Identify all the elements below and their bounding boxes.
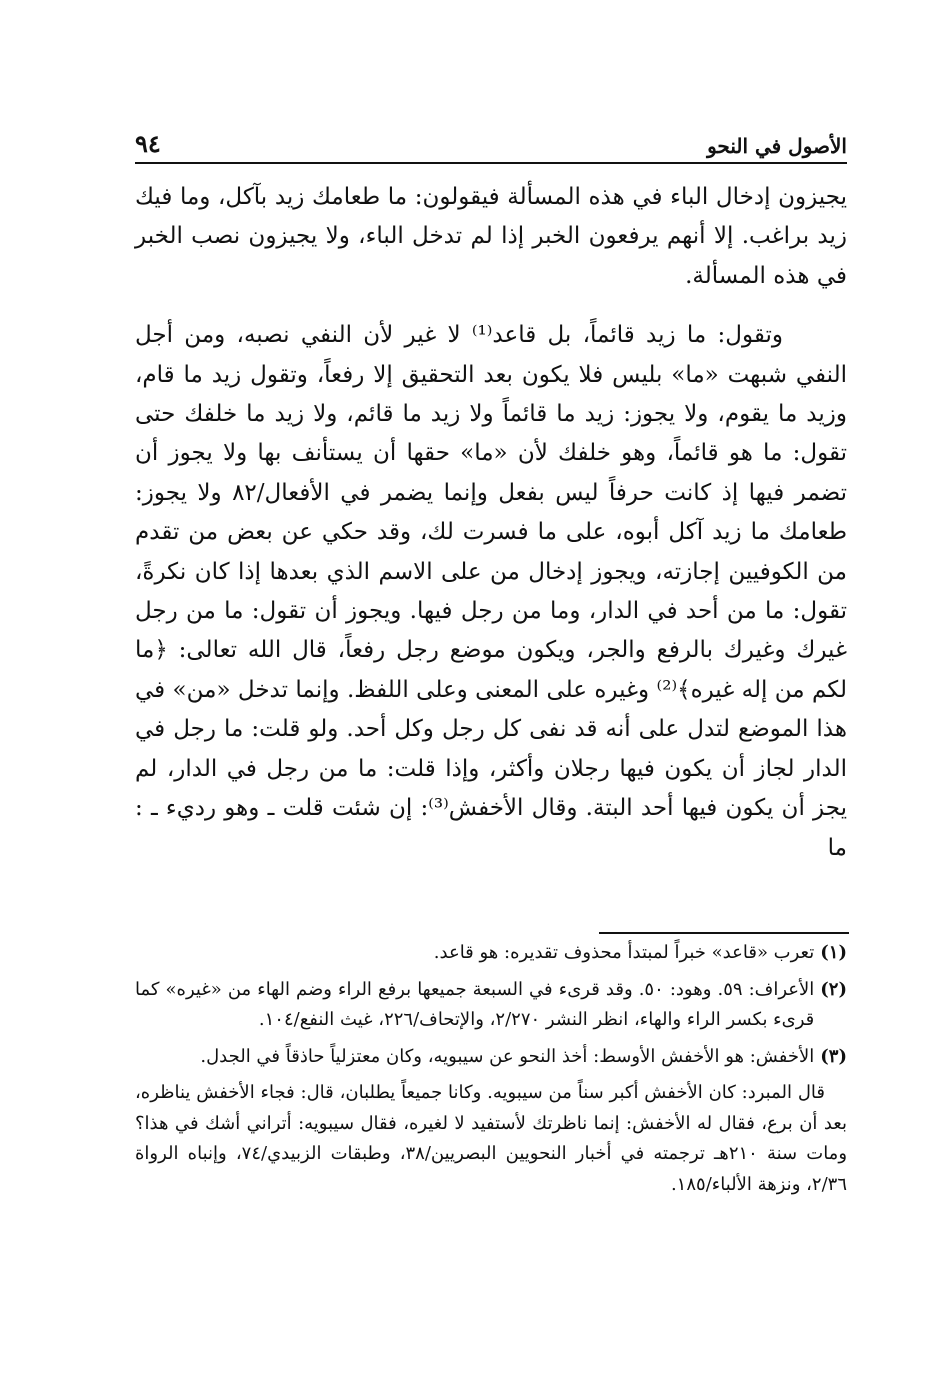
- footnote-3-continuation: قال المبرد: كان الأخفش أكبر سناً من سيبويه. وكانا جميعاً يطلبان، قال: فجاء الأخفش يناظره، بعد أن برع، فقال له الأخفش: إنما ناظرتك لأستفيد لا لغيره، فقال سيبويه: أتراني أشك في هذا؟ ومات سنة ٢١٠هـ ترجمته في أخبار النحويين البصريين/٣٨، وطبقات الزبيدي/٧٤، وإنباه الرواة ٢/٣٦، ونزهة الألباء/١٨٥.: [135, 1082, 848, 1195]
- footnote-3: [135, 1042, 847, 1073]
- footnote-2-text: الأعراف: ٥٩. وهود: ٥٠. وقد قرىء في السبعة جميعها برفع الراء وضم الهاء من «غيره» كما قرىء بكسر الراء والهاء، انظر النشر ٢/٢٧٠، والإتحاف/٢٢٦، غيث النفع/١٠٤.: [135, 978, 815, 1030]
- body-paragraph-2: وتقول: ما زيد قائماً، بل قاعد⁽¹⁾ لا غير لأن النفي نصبه، ومن أجل النفي شبهت «ما» بليس فلا يكون بعد التحقيق إلا رفعاً، وتقول زيد ما قام، وزيد ما يقوم، ولا يجوز: زيد ما قائماً ولا زيد ما قائم، ولا زيد ما خلفك حتى تقول: ما هو قائماً، وهو خلفك لأن «ما» حقها أن يستأنف بها ولا يجوز أن تضمر فيها إذ كانت حرفاً ليس بفعل وإنما يضمر في الأفعال/٨٢ ولا يجوز: طعامك ما زيد آكل أبوه، على ما فسرت لك، وقد حكي عن بعض من تقدم من الكوفيين إجازته، ويجوز إدخال من على الاسم الذي بعدها إذا كان نكرةً، تقول: ما من أحد في الدار، وما من رجل فيها. ويجوز أن تقول: ما من رجل غيرك وغيرك بالرفع والجر، ويكون موضع رجل رفعاً، قال الله تعالى: ﴿ما لكم من إله غيره﴾⁽²⁾ وغيره على المعنى وعلى اللفظ. وإنما تدخل «من» في هذا الموضع لتدل على أنه قد نفى كل رجل وكل أحد. ولو قلت: ما رجل في الدار لجاز أن يكون فيها رجلان وأكثر، وإذا قلت: ما من رجل في الدار، لم يجز أن يكون فيها أحد البتة. وقال الأخفش⁽³⁾: إن شئت قلت ـ وهو رديء ـ : ما: [135, 322, 848, 861]
- footnote-1: [135, 938, 847, 969]
- footnote-3-number: (٣): [820, 1045, 847, 1067]
- footnote-3-text: الأخفش: هو الأخفش الأوسط: أخذ النحو عن سيبويه، وكان معتزلياً حاذقاً في الجدل.: [200, 1045, 815, 1067]
- body-paragraph-1: يجيزون إدخال الباء في هذه المسألة فيقولون: ما طعامك زيد بآكل، وما فيك زيد براغب. إلا أنهم يرفعون الخبر إذا لم تدخل الباء، ولا يجيزون نصب الخبر في هذه المسألة.: [135, 184, 847, 289]
- footnote-1-text: تعرب «قاعد» خبراً لمبتدأ محذوف تقديره: هو قاعد.: [433, 942, 815, 963]
- page-number: ٩٤: [135, 129, 161, 158]
- footnotes: [135, 938, 847, 1200]
- footnote-separator: [599, 932, 849, 934]
- footnote-2: [135, 975, 847, 1036]
- running-header: [135, 120, 847, 164]
- header-title: الأصول في النحو: [707, 134, 847, 158]
- footnote-2-number: (٢): [820, 978, 847, 1000]
- paragraph-spacer: [135, 296, 847, 316]
- body-text: [135, 178, 847, 868]
- footnote-1-number: (١): [820, 942, 847, 963]
